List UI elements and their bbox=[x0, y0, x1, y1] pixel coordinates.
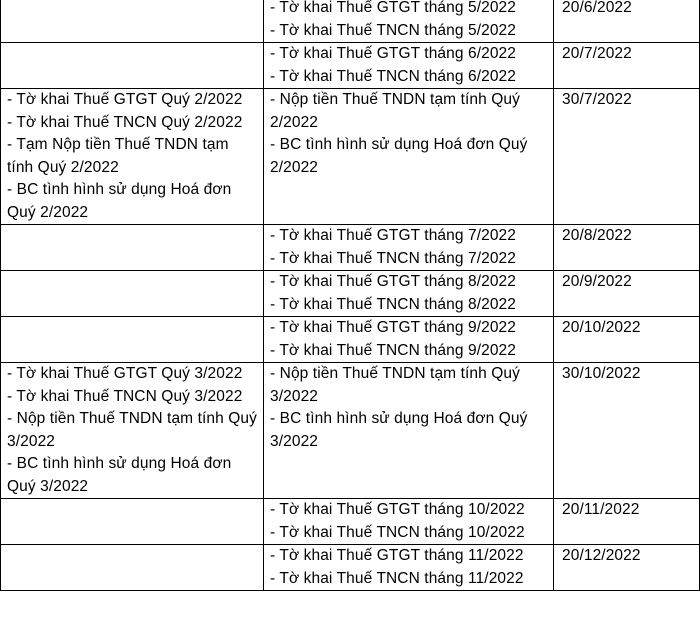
filing-item: - Tờ khai Thuế TNCN Quý 2/2022 bbox=[7, 113, 243, 131]
deadline-cell: 20/10/2022 bbox=[554, 317, 700, 363]
quarterly-filings-cell bbox=[1, 499, 264, 545]
filing-item: - Nộp tiền Thuế TNDN tạm tính Quý 2/2022 bbox=[270, 91, 520, 131]
filing-item: - BC tình hình sử dụng Hoá đơn Quý 3/2022 bbox=[270, 410, 528, 450]
table-row bbox=[1, 499, 700, 545]
deadline-cell: 20/12/2022 bbox=[554, 545, 700, 591]
table-row bbox=[1, 89, 700, 225]
filing-item: - BC tình hình sử dụng Hoá đơn Quý 2/2022 bbox=[7, 181, 232, 221]
filings-cell bbox=[264, 363, 554, 499]
filing-item: - Tờ khai Thuế GTGT tháng 5/2022 bbox=[270, 0, 517, 16]
table-row bbox=[1, 317, 700, 363]
quarterly-filings-cell bbox=[1, 363, 264, 499]
filing-item: - Tờ khai Thuế TNCN tháng 9/2022 bbox=[270, 341, 517, 359]
filing-item: - Tờ khai Thuế GTGT tháng 6/2022 bbox=[270, 45, 517, 62]
filings-cell bbox=[264, 499, 554, 545]
filing-item: - Tờ khai Thuế TNCN tháng 10/2022 bbox=[270, 523, 525, 541]
filing-item: - BC tình hình sử dụng Hoá đơn Quý 2/2022 bbox=[270, 136, 528, 176]
filings-cell bbox=[264, 545, 554, 591]
filing-item: - Tờ khai Thuế GTGT tháng 11/2022 bbox=[270, 547, 524, 564]
table-row bbox=[1, 43, 700, 89]
filing-item: - Tạm Nộp tiền Thuế TNDN tạm tính Quý 2/2022 bbox=[7, 136, 229, 176]
deadline-cell: 20/7/2022 bbox=[554, 43, 700, 89]
filing-item: - Tờ khai Thuế GTGT tháng 9/2022 bbox=[270, 319, 517, 336]
filing-item: - Tờ khai Thuế GTGT tháng 7/2022 bbox=[270, 227, 517, 244]
filing-item: - Nộp tiền Thuế TNDN tạm tính Quý 3/2022 bbox=[270, 365, 520, 405]
deadline-cell: 30/10/2022 bbox=[554, 363, 700, 499]
filing-item: - Tờ khai Thuế GTGT Quý 2/2022 bbox=[7, 91, 243, 108]
quarterly-filings-cell bbox=[1, 545, 264, 591]
filing-item: - Tờ khai Thuế GTGT tháng 8/2022 bbox=[270, 273, 517, 290]
deadline-cell: 20/8/2022 bbox=[554, 225, 700, 271]
quarterly-filings-cell bbox=[1, 43, 264, 89]
quarterly-filings-cell bbox=[1, 317, 264, 363]
filings-cell bbox=[264, 43, 554, 89]
filings-cell bbox=[264, 271, 554, 317]
deadline-cell: 30/7/2022 bbox=[554, 89, 700, 225]
table-row bbox=[1, 545, 700, 591]
filing-item: - Tờ khai Thuế TNCN tháng 8/2022 bbox=[270, 295, 517, 313]
deadline-cell: 20/11/2022 bbox=[554, 499, 700, 545]
table-row bbox=[1, 271, 700, 317]
filing-item: - Tờ khai Thuế TNCN tháng 6/2022 bbox=[270, 67, 517, 85]
deadline-cell: 20/9/2022 bbox=[554, 271, 700, 317]
filings-cell bbox=[264, 89, 554, 225]
deadline-cell: 20/6/2022 bbox=[554, 0, 700, 43]
filings-cell bbox=[264, 0, 554, 43]
filing-item: - Tờ khai Thuế TNCN Quý 3/2022 bbox=[7, 387, 243, 405]
filing-item: - Tờ khai Thuế GTGT Quý 3/2022 bbox=[7, 365, 243, 382]
filing-item: - Nộp tiền Thuế TNDN tạm tính Quý 3/2022 bbox=[7, 410, 257, 450]
filings-cell bbox=[264, 317, 554, 363]
filing-item: - Tờ khai Thuế GTGT tháng 10/2022 bbox=[270, 501, 525, 518]
filing-item: - Tờ khai Thuế TNCN tháng 5/2022 bbox=[270, 21, 517, 39]
table-row bbox=[1, 225, 700, 271]
quarterly-filings-cell bbox=[1, 271, 264, 317]
filing-item: - BC tình hình sử dụng Hoá đơn Quý 3/2022 bbox=[7, 455, 232, 495]
filings-cell bbox=[264, 225, 554, 271]
filing-item: - Tờ khai Thuế TNCN tháng 7/2022 bbox=[270, 249, 517, 267]
quarterly-filings-cell bbox=[1, 0, 264, 43]
table-row bbox=[1, 363, 700, 499]
quarterly-filings-cell bbox=[1, 225, 264, 271]
table-row bbox=[1, 0, 700, 43]
quarterly-filings-cell bbox=[1, 89, 264, 225]
filing-item: - Tờ khai Thuế TNCN tháng 11/2022 bbox=[270, 569, 524, 587]
